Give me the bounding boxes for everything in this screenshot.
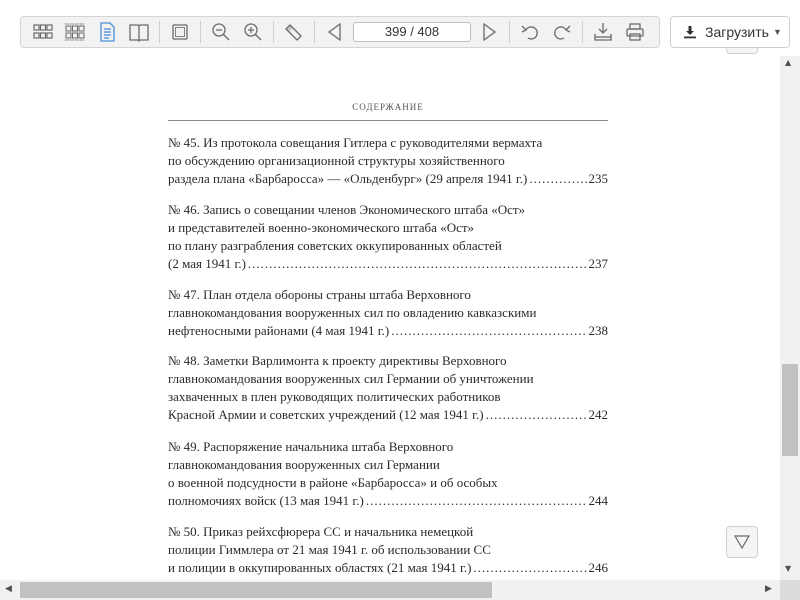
rotate-ccw-icon <box>519 21 541 43</box>
chevron-down-icon: ▼ <box>772 27 782 37</box>
next-page-button[interactable] <box>474 19 504 45</box>
download-label: Загрузить <box>705 24 769 40</box>
single-page-button[interactable] <box>92 19 122 45</box>
leader-dots <box>486 406 587 424</box>
download-tray-icon <box>592 21 614 43</box>
toc-page-number: 237 <box>588 256 608 271</box>
toc-entry <box>168 134 608 188</box>
toc-entry-line: № 45. Из протокола совещания Гитлера с руководителями вермахта <box>168 135 543 150</box>
two-pages-button[interactable] <box>124 19 154 45</box>
save-button[interactable] <box>588 19 618 45</box>
toc-entry <box>168 286 608 340</box>
toc-entry-last-line <box>168 322 608 340</box>
triangle-right-icon <box>478 21 500 43</box>
toc-entry-last-line <box>168 170 608 188</box>
toc-entry-line: полиции Гиммлера от 21 мая 1941 г. об использовании СС <box>168 542 491 557</box>
page-icon <box>96 21 118 43</box>
book-icon <box>128 21 150 43</box>
toc-entry-text: и полиции в оккупированных областях (21 мая 1941 г.) <box>168 560 472 575</box>
toc-entry-last-line <box>168 492 608 510</box>
document-page <box>0 56 780 580</box>
toc-page-number: 242 <box>588 407 608 422</box>
zoom-out-button[interactable] <box>206 19 236 45</box>
scroll-down-arrow-icon[interactable]: ▼ <box>785 564 792 573</box>
toc-entry-text: полномочиях войск (13 мая 1941 г.) <box>168 493 364 508</box>
toc-entry-line: главнокомандования вооруженных сил Германии <box>168 457 440 472</box>
grid-3x2-icon <box>32 21 54 43</box>
download-button[interactable] <box>670 16 790 48</box>
leader-dots <box>473 559 586 577</box>
toc-page-number: 235 <box>588 171 608 186</box>
zoom-in-button[interactable] <box>238 19 268 45</box>
toc-entry-last-line <box>168 255 608 273</box>
toc-entry-line: захваченных в плен руководящих политических работников <box>168 389 501 404</box>
triangle-left-icon <box>324 21 346 43</box>
toc-entry-line: главнокомандования вооруженных сил Германии об уничтожении <box>168 371 534 386</box>
toolbar-separator <box>314 21 315 43</box>
scroll-to-end-button[interactable] <box>726 526 758 558</box>
toc-entry-text: раздела плана «Барбаросса» — «Ольденбург» (29 апреля 1941 г.) <box>168 171 528 186</box>
thumbnails-large-button[interactable] <box>28 19 58 45</box>
toc-entry-line: главнокомандования вооруженных сил по овладению кавказскими <box>168 305 537 320</box>
toc-entry-line: № 47. План отдела обороны страны штаба Верховного <box>168 287 471 302</box>
toc-entry <box>168 201 608 273</box>
zoom-out-icon <box>210 21 232 43</box>
toolbar-separator <box>273 21 274 43</box>
toc-entry-line: и представителей военно-экономического штаба «Ост» <box>168 220 475 235</box>
toc-entry-text: Красной Армии и советских учреждений (12 мая 1941 г.) <box>168 407 484 422</box>
toc-page-number: 244 <box>588 493 608 508</box>
leader-dots <box>391 322 586 340</box>
leader-dots <box>529 170 586 188</box>
toc-page-number: 246 <box>588 560 608 575</box>
grid-film-icon <box>64 21 86 43</box>
leader-dots <box>366 492 587 510</box>
prev-page-button[interactable] <box>320 19 350 45</box>
viewer-toolbar <box>20 16 660 48</box>
scroll-right-arrow-icon[interactable]: ▶ <box>765 584 772 594</box>
rotate-left-button[interactable] <box>515 19 545 45</box>
page-number-input[interactable]: 399 / 408 <box>353 22 471 42</box>
toc-entry-line: о военной подсудности в районе «Барбаросса» и об особых <box>168 475 498 490</box>
toc-page-number: 238 <box>588 323 608 338</box>
scrollbar-corner <box>780 580 800 600</box>
toolbar-separator <box>159 21 160 43</box>
toc-entry-text: (2 мая 1941 г.) <box>168 256 246 271</box>
toc-entry-line: № 48. Заметки Варлимонта к проекту директивы Верховного <box>168 353 507 368</box>
download-arrow-icon <box>683 25 697 39</box>
scroll-left-arrow-icon[interactable]: ◀ <box>5 584 12 594</box>
thumbnails-small-button[interactable] <box>60 19 90 45</box>
toc-entry-line: № 50. Приказ рейхсфюрера СС и начальника немецкой <box>168 524 474 539</box>
running-head: СОДЕРЖАНИЕ <box>352 102 424 112</box>
toc-entry-line: № 49. Распоряжение начальника штаба Верховного <box>168 439 454 454</box>
printer-icon <box>624 21 646 43</box>
fit-page-icon <box>169 21 191 43</box>
zoom-in-icon <box>242 21 264 43</box>
running-head-rule <box>168 120 608 121</box>
toc-entry-line: № 46. Запись о совещании членов Экономического штаба «Ост» <box>168 202 526 217</box>
toc-entry-line: по плану разграбления советских оккупированных областей <box>168 238 502 253</box>
toc-entry <box>168 438 608 510</box>
leader-dots <box>248 255 587 273</box>
fit-page-button[interactable] <box>165 19 195 45</box>
horizontal-scroll-thumb[interactable] <box>20 582 492 598</box>
triangle-down-icon <box>733 533 751 551</box>
toolbar-separator <box>509 21 510 43</box>
toolbar-separator <box>200 21 201 43</box>
rotate-cw-icon <box>551 21 573 43</box>
vertical-scrollbar[interactable] <box>780 56 800 580</box>
toc-entry-last-line <box>168 559 608 577</box>
toc-entry-last-line <box>168 406 608 424</box>
toolbar-toggle-button[interactable] <box>726 48 758 54</box>
horizontal-scrollbar[interactable] <box>0 580 780 600</box>
print-button[interactable] <box>620 19 650 45</box>
toc-entry <box>168 352 608 424</box>
eraser-button[interactable] <box>279 19 309 45</box>
toc-entry-text: нефтеносными районами (4 мая 1941 г.) <box>168 323 390 338</box>
eraser-icon <box>283 21 305 43</box>
toc-entry-line: по обсуждению организационной структуры хозяйственного <box>168 153 505 168</box>
scroll-up-arrow-icon[interactable]: ▲ <box>785 58 792 67</box>
toolbar-separator <box>582 21 583 43</box>
vertical-scroll-thumb[interactable] <box>782 364 798 456</box>
toc-entry <box>168 523 608 577</box>
rotate-right-button[interactable] <box>547 19 577 45</box>
